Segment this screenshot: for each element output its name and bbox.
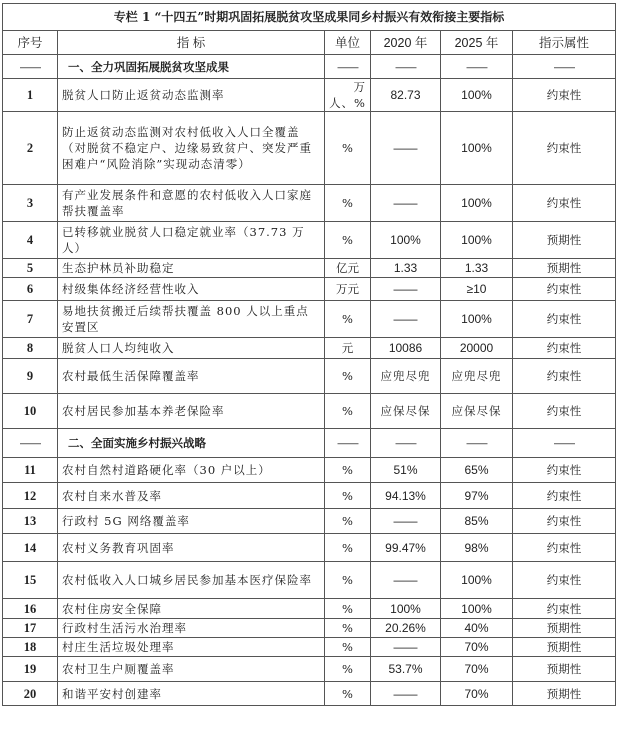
table-row bbox=[3, 359, 616, 394]
row-value-2025: 应保尽保 bbox=[441, 394, 513, 429]
table-row bbox=[3, 79, 616, 112]
row-indicator: 农村自来水普及率 bbox=[58, 483, 325, 509]
row-value-2025: 100% bbox=[441, 599, 513, 619]
section-title: 二、全面实施乡村振兴战略 bbox=[58, 429, 325, 458]
row-unit: 亿元 bbox=[325, 259, 371, 278]
section-cell: —— bbox=[371, 429, 441, 458]
row-unit: % bbox=[325, 534, 371, 562]
row-unit: 万元 bbox=[325, 278, 371, 301]
row-value-2025: ≥10 bbox=[441, 278, 513, 301]
row-indicator: 脱贫人口防止返贫动态监测率 bbox=[58, 79, 325, 112]
section-dash: —— bbox=[3, 429, 58, 458]
row-value-2020: 应兜尽兜 bbox=[371, 359, 441, 394]
row-number: 7 bbox=[3, 301, 58, 338]
row-indicator: 和谐平安村创建率 bbox=[58, 682, 325, 706]
row-indicator: 已转移就业脱贫人口稳定就业率（37.73 万人） bbox=[58, 222, 325, 259]
row-attribute: 约束性 bbox=[513, 509, 616, 534]
row-unit: % bbox=[325, 657, 371, 682]
row-unit: 元 bbox=[325, 338, 371, 359]
row-value-2020: 1.33 bbox=[371, 259, 441, 278]
row-number: 5 bbox=[3, 259, 58, 278]
row-indicator: 有产业发展条件和意愿的农村低收入人口家庭帮扶覆盖率 bbox=[58, 185, 325, 222]
row-indicator: 行政村生活污水治理率 bbox=[58, 619, 325, 638]
row-unit: % bbox=[325, 185, 371, 222]
row-attribute: 约束性 bbox=[513, 394, 616, 429]
section-title: 一、全力巩固拓展脱贫攻坚成果 bbox=[58, 55, 325, 79]
row-value-2025: 97% bbox=[441, 483, 513, 509]
row-value-2025: 85% bbox=[441, 509, 513, 534]
row-number: 10 bbox=[3, 394, 58, 429]
section-cell: —— bbox=[325, 55, 371, 79]
row-attribute: 预期性 bbox=[513, 682, 616, 706]
row-unit: % bbox=[325, 619, 371, 638]
header-unit: 单位 bbox=[325, 31, 371, 55]
row-unit: % bbox=[325, 599, 371, 619]
row-value-2025: 65% bbox=[441, 458, 513, 483]
header-no: 序号 bbox=[3, 31, 58, 55]
row-value-2025: 20000 bbox=[441, 338, 513, 359]
row-value-2020: 20.26% bbox=[371, 619, 441, 638]
table-title: 专栏 1 “十四五”时期巩固拓展脱贫攻坚成果同乡村振兴有效衔接主要指标 bbox=[3, 4, 616, 31]
row-value-2020: 100% bbox=[371, 222, 441, 259]
row-value-2025: 100% bbox=[441, 301, 513, 338]
table-row bbox=[3, 394, 616, 429]
header-indicator: 指 标 bbox=[58, 31, 325, 55]
row-value-2025: 100% bbox=[441, 562, 513, 599]
row-number: 14 bbox=[3, 534, 58, 562]
row-value-2020: 53.7% bbox=[371, 657, 441, 682]
row-value-2020: —— bbox=[371, 278, 441, 301]
row-attribute: 预期性 bbox=[513, 638, 616, 657]
section-cell: —— bbox=[371, 55, 441, 79]
row-value-2020: —— bbox=[371, 112, 441, 185]
row-value-2025: 100% bbox=[441, 79, 513, 112]
row-attribute: 约束性 bbox=[513, 483, 616, 509]
table-row bbox=[3, 599, 616, 619]
row-value-2020: —— bbox=[371, 638, 441, 657]
row-number: 3 bbox=[3, 185, 58, 222]
row-number: 12 bbox=[3, 483, 58, 509]
row-value-2025: 70% bbox=[441, 638, 513, 657]
row-number: 17 bbox=[3, 619, 58, 638]
row-value-2025: 40% bbox=[441, 619, 513, 638]
row-unit: % bbox=[325, 483, 371, 509]
row-indicator: 防止返贫动态监测对农村低收入人口全覆盖（对脱贫不稳定户、边缘易致贫户、突发严重困难户“风险消除”实现动态清零） bbox=[58, 112, 325, 185]
row-number: 9 bbox=[3, 359, 58, 394]
row-indicator: 村庄生活垃圾处理率 bbox=[58, 638, 325, 657]
table-row bbox=[3, 301, 616, 338]
table-row bbox=[3, 562, 616, 599]
section-cell: —— bbox=[513, 55, 616, 79]
table-row bbox=[3, 534, 616, 562]
row-unit: % bbox=[325, 562, 371, 599]
row-indicator: 脱贫人口人均纯收入 bbox=[58, 338, 325, 359]
row-indicator: 农村义务教育巩固率 bbox=[58, 534, 325, 562]
row-value-2020: —— bbox=[371, 682, 441, 706]
row-number: 18 bbox=[3, 638, 58, 657]
indicator-table-page bbox=[2, 3, 615, 706]
row-attribute: 约束性 bbox=[513, 301, 616, 338]
row-value-2025: 98% bbox=[441, 534, 513, 562]
row-unit: % bbox=[325, 359, 371, 394]
row-value-2025: 70% bbox=[441, 657, 513, 682]
row-indicator: 易地扶贫搬迁后续帮扶覆盖 800 人以上重点安置区 bbox=[58, 301, 325, 338]
row-indicator: 农村卫生户厕覆盖率 bbox=[58, 657, 325, 682]
row-value-2020: 应保尽保 bbox=[371, 394, 441, 429]
row-attribute: 约束性 bbox=[513, 338, 616, 359]
row-value-2020: 82.73 bbox=[371, 79, 441, 112]
row-attribute: 约束性 bbox=[513, 278, 616, 301]
table-row bbox=[3, 619, 616, 638]
row-value-2020: 94.13% bbox=[371, 483, 441, 509]
table-title-row bbox=[3, 4, 616, 31]
table-row bbox=[3, 657, 616, 682]
row-number: 13 bbox=[3, 509, 58, 534]
row-attribute: 约束性 bbox=[513, 112, 616, 185]
row-value-2020: 51% bbox=[371, 458, 441, 483]
row-number: 15 bbox=[3, 562, 58, 599]
row-attribute: 约束性 bbox=[513, 79, 616, 112]
table-row bbox=[3, 259, 616, 278]
row-value-2025: 应兜尽兜 bbox=[441, 359, 513, 394]
row-number: 4 bbox=[3, 222, 58, 259]
row-attribute: 约束性 bbox=[513, 458, 616, 483]
row-indicator: 村级集体经济经营性收入 bbox=[58, 278, 325, 301]
row-unit: % bbox=[325, 222, 371, 259]
table-row bbox=[3, 483, 616, 509]
section-cell: —— bbox=[441, 55, 513, 79]
table-row bbox=[3, 278, 616, 301]
row-unit: % bbox=[325, 509, 371, 534]
row-indicator: 生态护林员补助稳定 bbox=[58, 259, 325, 278]
table-row bbox=[3, 185, 616, 222]
table-row bbox=[3, 458, 616, 483]
row-value-2020: 10086 bbox=[371, 338, 441, 359]
table-header-row bbox=[3, 31, 616, 55]
table-row bbox=[3, 112, 616, 185]
row-number: 16 bbox=[3, 599, 58, 619]
row-attribute: 预期性 bbox=[513, 657, 616, 682]
row-attribute: 预期性 bbox=[513, 222, 616, 259]
row-value-2020: 100% bbox=[371, 599, 441, 619]
row-value-2025: 70% bbox=[441, 682, 513, 706]
row-value-2025: 1.33 bbox=[441, 259, 513, 278]
row-attribute: 预期性 bbox=[513, 259, 616, 278]
header-attribute: 指示属性 bbox=[513, 31, 616, 55]
row-value-2020: —— bbox=[371, 301, 441, 338]
table-row bbox=[3, 638, 616, 657]
row-value-2020: —— bbox=[371, 509, 441, 534]
row-attribute: 预期性 bbox=[513, 619, 616, 638]
row-number: 1 bbox=[3, 79, 58, 112]
row-number: 19 bbox=[3, 657, 58, 682]
indicator-table bbox=[2, 3, 616, 706]
row-indicator: 农村自然村道路硬化率（30 户以上） bbox=[58, 458, 325, 483]
table-row bbox=[3, 222, 616, 259]
row-value-2020: 99.47% bbox=[371, 534, 441, 562]
row-indicator: 农村居民参加基本养老保险率 bbox=[58, 394, 325, 429]
row-indicator: 农村低收入人口城乡居民参加基本医疗保险率 bbox=[58, 562, 325, 599]
row-number: 20 bbox=[3, 682, 58, 706]
row-attribute: 约束性 bbox=[513, 562, 616, 599]
row-number: 2 bbox=[3, 112, 58, 185]
header-2020: 2020 年 bbox=[371, 31, 441, 55]
row-attribute: 约束性 bbox=[513, 534, 616, 562]
row-unit: % bbox=[325, 301, 371, 338]
table-row bbox=[3, 338, 616, 359]
section-cell: —— bbox=[441, 429, 513, 458]
row-indicator: 农村住房安全保障 bbox=[58, 599, 325, 619]
row-indicator: 农村最低生活保障覆盖率 bbox=[58, 359, 325, 394]
header-2025: 2025 年 bbox=[441, 31, 513, 55]
table-row bbox=[3, 509, 616, 534]
row-attribute: 约束性 bbox=[513, 185, 616, 222]
row-unit: % bbox=[325, 394, 371, 429]
table-row bbox=[3, 682, 616, 706]
row-unit: % bbox=[325, 638, 371, 657]
row-number: 11 bbox=[3, 458, 58, 483]
row-attribute: 约束性 bbox=[513, 359, 616, 394]
row-unit: % bbox=[325, 112, 371, 185]
row-value-2025: 100% bbox=[441, 222, 513, 259]
row-value-2025: 100% bbox=[441, 185, 513, 222]
row-unit: 万人、% bbox=[325, 79, 371, 112]
row-value-2025: 100% bbox=[441, 112, 513, 185]
row-number: 6 bbox=[3, 278, 58, 301]
section-cell: —— bbox=[325, 429, 371, 458]
section-cell: —— bbox=[513, 429, 616, 458]
row-unit: % bbox=[325, 458, 371, 483]
row-attribute: 约束性 bbox=[513, 599, 616, 619]
row-value-2020: —— bbox=[371, 185, 441, 222]
section-row bbox=[3, 55, 616, 79]
row-unit: % bbox=[325, 682, 371, 706]
row-value-2020: —— bbox=[371, 562, 441, 599]
row-number: 8 bbox=[3, 338, 58, 359]
section-row bbox=[3, 429, 616, 458]
section-dash: —— bbox=[3, 55, 58, 79]
row-indicator: 行政村 5G 网络覆盖率 bbox=[58, 509, 325, 534]
